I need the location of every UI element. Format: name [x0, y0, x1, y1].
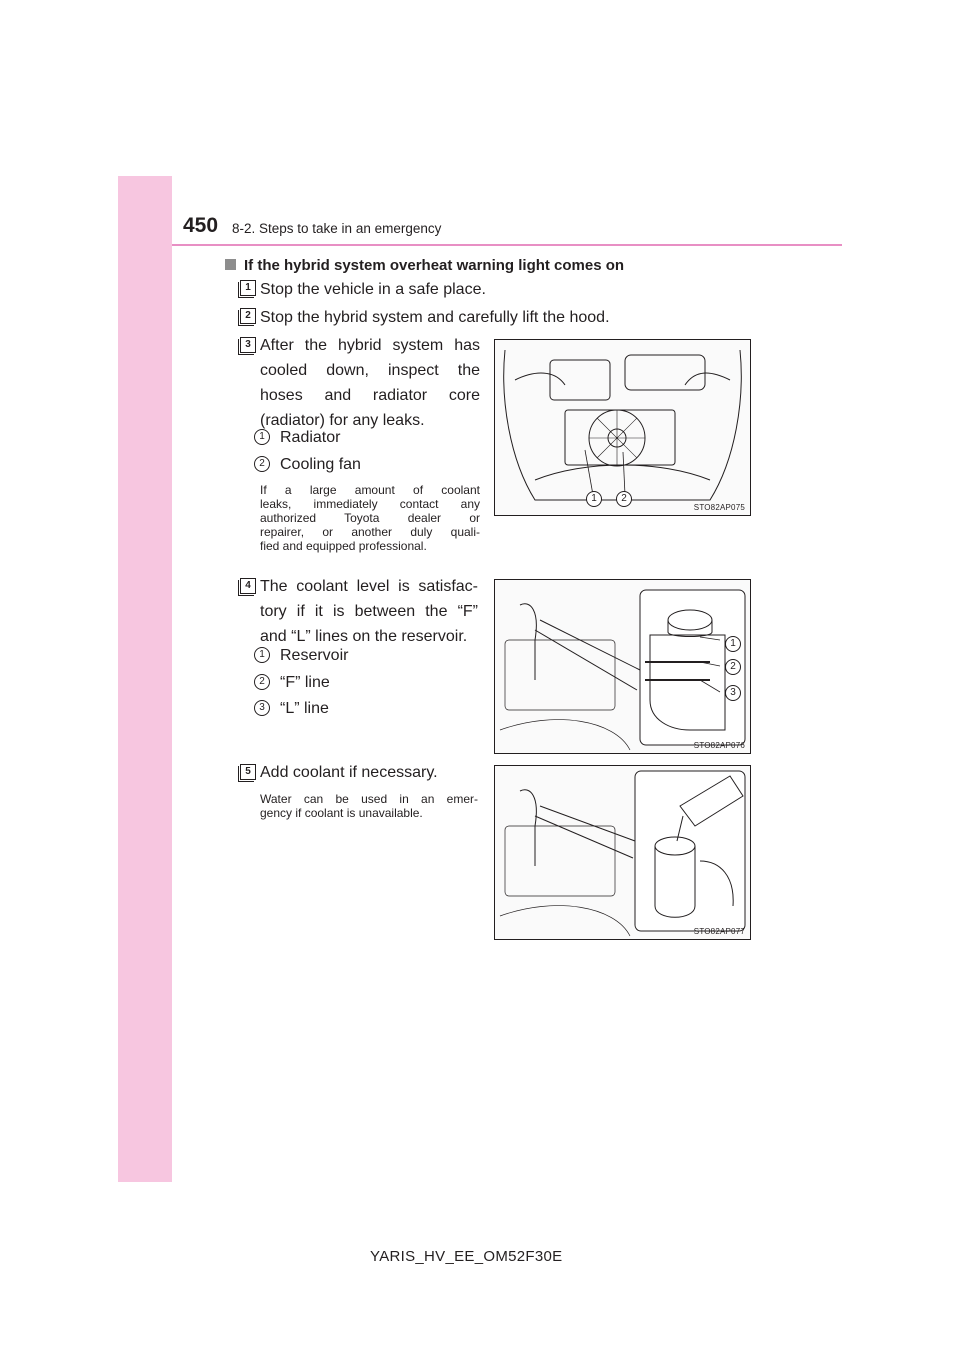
callout-number-1: 1: [254, 429, 270, 445]
step-1-text: Stop the vehicle in a safe place.: [260, 281, 486, 298]
reservoir-illustration: [494, 579, 751, 754]
square-bullet-icon: [225, 259, 236, 270]
step-4-line: The coolant level is satisfac-: [260, 578, 478, 595]
engine-bay-drawing: [495, 340, 750, 515]
callout-number-2: 2: [254, 456, 270, 472]
callout-label-f-line: “F” line: [280, 674, 330, 691]
figure-callout-1: 1: [725, 636, 741, 652]
adding-coolant-drawing: [495, 766, 750, 939]
section-title: 8-2. Steps to take in an emergency: [232, 221, 442, 236]
note-line: gency if coolant is unavailable.: [260, 806, 423, 820]
figure-callout-1: 1: [586, 491, 602, 507]
figure-callout-2: 2: [616, 491, 632, 507]
step-3-line: (radiator) for any leaks.: [260, 412, 425, 429]
engine-bay-illustration: [494, 339, 751, 516]
step-3-line: cooled down, inspect the: [260, 362, 480, 379]
note-line: fied and equipped professional.: [260, 539, 427, 553]
note-line: If a large amount of coolant: [260, 483, 480, 497]
callout-number-3: 3: [254, 700, 270, 716]
reservoir-drawing: [495, 580, 750, 753]
callout-label-l-line: “L” line: [280, 700, 329, 717]
image-code: STO82AP076: [693, 741, 745, 750]
header-rule: [172, 244, 842, 246]
heading-text: If the hybrid system overheat warning light comes on: [244, 257, 625, 274]
note-line: Water can be used in an emer-: [260, 792, 478, 806]
callout-label-radiator: Radiator: [280, 429, 341, 446]
subsection-heading: [225, 257, 624, 274]
step-4-line: and “L” lines on the reservoir.: [260, 628, 468, 645]
image-code: STO82AP077: [693, 927, 745, 936]
step-4-line: tory if it is between the “F”: [260, 603, 478, 620]
callout-number-2: 2: [254, 674, 270, 690]
note-line: leaks, immediately contact any: [260, 497, 480, 511]
callout-number-1: 1: [254, 647, 270, 663]
adding-coolant-illustration: [494, 765, 751, 940]
note-line: authorized Toyota dealer or: [260, 511, 480, 525]
page-number: 450: [183, 214, 219, 237]
step-badge-2: 2: [240, 308, 256, 324]
image-code: STO82AP075: [693, 503, 745, 512]
figure-callout-3: 3: [725, 685, 741, 701]
step-badge-1: 1: [240, 280, 256, 296]
document-code-footer: YARIS_HV_EE_OM52F30E: [370, 1248, 563, 1265]
callout-label-cooling-fan: Cooling fan: [280, 456, 361, 473]
note-line: repairer, or another duly quali-: [260, 525, 480, 539]
step-2-text: Stop the hybrid system and carefully lift the hood.: [260, 309, 610, 326]
step-5-text: Add coolant if necessary.: [260, 764, 438, 781]
step-badge-4: 4: [240, 578, 256, 594]
figure-callout-2: 2: [725, 659, 741, 675]
step-3-line: hoses and radiator core: [260, 387, 480, 404]
chapter-tab-sidebar: [118, 176, 172, 1182]
step-badge-5: 5: [240, 764, 256, 780]
step-badge-3: 3: [240, 337, 256, 353]
callout-label-reservoir: Reservoir: [280, 647, 349, 664]
step-3-line: After the hybrid system has: [260, 337, 480, 354]
